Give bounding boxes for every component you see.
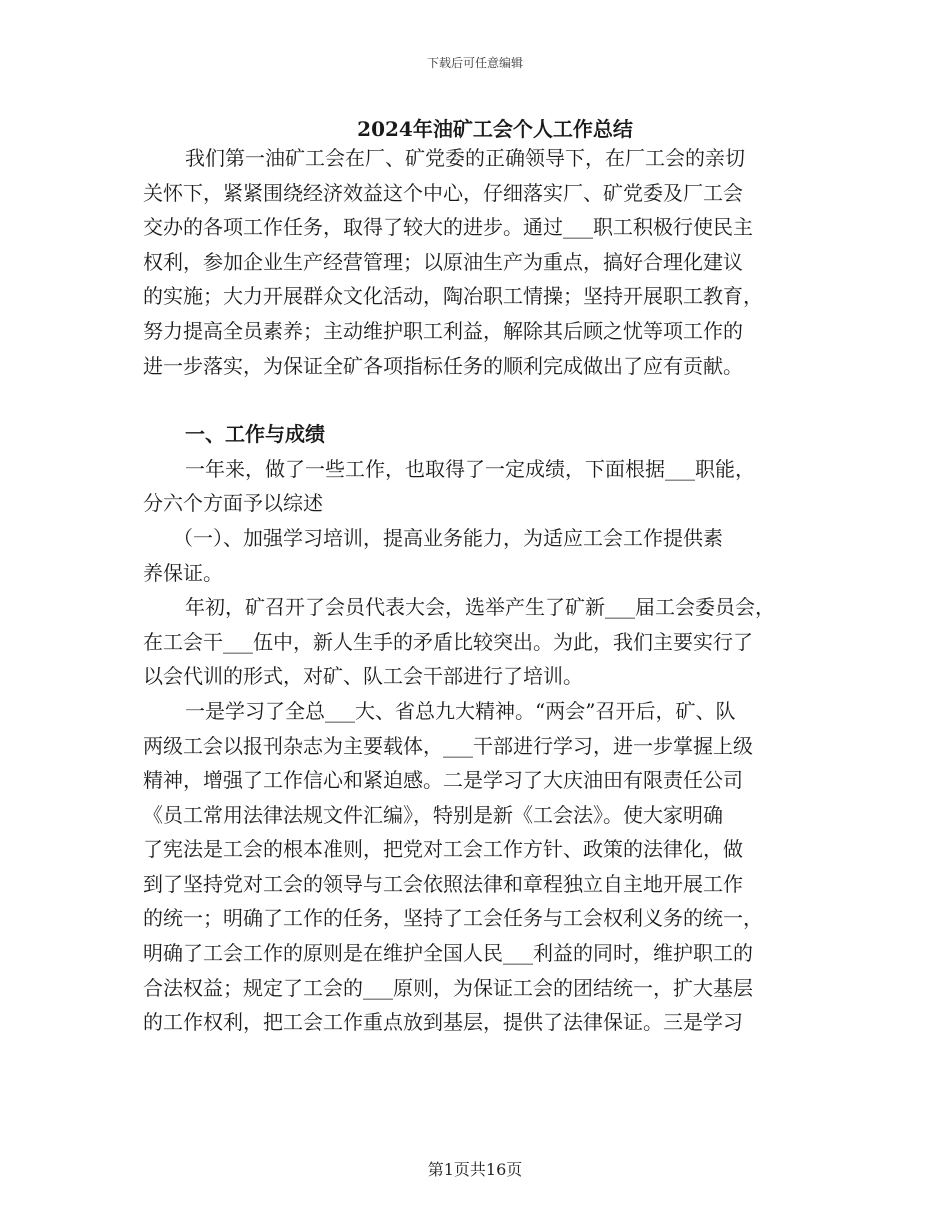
paragraph-line: 年初，矿召开了会员代表大会，选举产生了矿新___届工会委员会， xyxy=(185,595,775,620)
paragraph-line: 一年来，做了一些工作，也取得了一定成绩，下面根据___职能， xyxy=(185,456,755,481)
paragraph-line: 以会代训的形式，对矿、队工会干部进行了培训。 xyxy=(143,664,583,689)
paragraph-line: 《员工常用法律法规文件汇编》，特别是新《工会法》。使大家明确 xyxy=(143,802,723,827)
paragraph-line: 到了坚持党对工会的领导与工会依照法律和章程独立自主地开展工作 xyxy=(143,871,743,896)
paragraph-line: 分六个方面予以综述 xyxy=(143,491,323,516)
document-title: 2024年油矿工会个人工作总结 xyxy=(357,117,633,141)
paragraph-line: 的实施；大力开展群众文化活动，陶冶职工情操；坚持开展职工教育， xyxy=(143,284,763,309)
paragraph-line: 权利，参加企业生产经营管理；以原油生产为重点，搞好合理化建议 xyxy=(143,249,743,274)
paragraph-line: 明确了工会工作的原则是在维护全国人民___利益的同时，维护职工的 xyxy=(143,941,753,966)
subsection-heading-line: 养保证。 xyxy=(143,560,223,585)
paragraph-line: 的工作权利，把工会工作重点放到基层，提供了法律保证。三是学习 xyxy=(143,1010,743,1035)
section-heading: 一、工作与成绩 xyxy=(185,422,325,447)
paragraph-line: 交办的各项工作任务，取得了较大的进步。通过___职工积极行使民主 xyxy=(143,215,753,240)
paragraph-line: 的统一；明确了工作的任务，坚持了工会任务与工会权利义务的统一， xyxy=(143,906,763,931)
page-number-footer: 第1页共16页 xyxy=(427,1160,523,1179)
paragraph-line: 精神，增强了工作信心和紧迫感。二是学习了大庆油田有限责任公司 xyxy=(143,768,743,793)
paragraph-line: 合法权益；规定了工会的___原则，为保证工会的团结统一，扩大基层 xyxy=(143,975,753,1000)
paragraph-line: 我们第一油矿工会在厂、矿党委的正确领导下，在厂工会的亲切 xyxy=(185,146,745,170)
paragraph-line: 在工会干___伍中，新人生手的矛盾比较突出。为此，我们主要实行了 xyxy=(143,629,753,654)
paragraph-line: 努力提高全员素养；主动维护职工利益，解除其后顾之忧等项工作的 xyxy=(143,318,743,343)
paragraph-line: 了宪法是工会的根本准则，把党对工会工作方针、政策的法律化，做 xyxy=(143,837,743,862)
document-body xyxy=(143,141,823,1040)
paragraph-line: 关怀下，紧紧围绕经济效益这个中心，仔细落实厂、矿党委及厂工会 xyxy=(143,180,743,205)
paragraph-line: 进一步落实，为保证全矿各项指标任务的顺利完成做出了应有贡献。 xyxy=(143,353,743,378)
paragraph-gap xyxy=(143,383,823,417)
paragraph-line: 两级工会以报刊杂志为主要载体，___干部进行学习，进一步掌握上级 xyxy=(143,733,753,758)
paragraph-line: 一是学习了全总___大、省总九大精神。“两会”召开后，矿、队 xyxy=(185,698,736,723)
subsection-heading-line: （一）、加强学习培训，提高业务能力，为适应工会工作提供素 xyxy=(173,525,723,550)
page-header-note: 下载后可任意编辑 xyxy=(426,56,523,70)
